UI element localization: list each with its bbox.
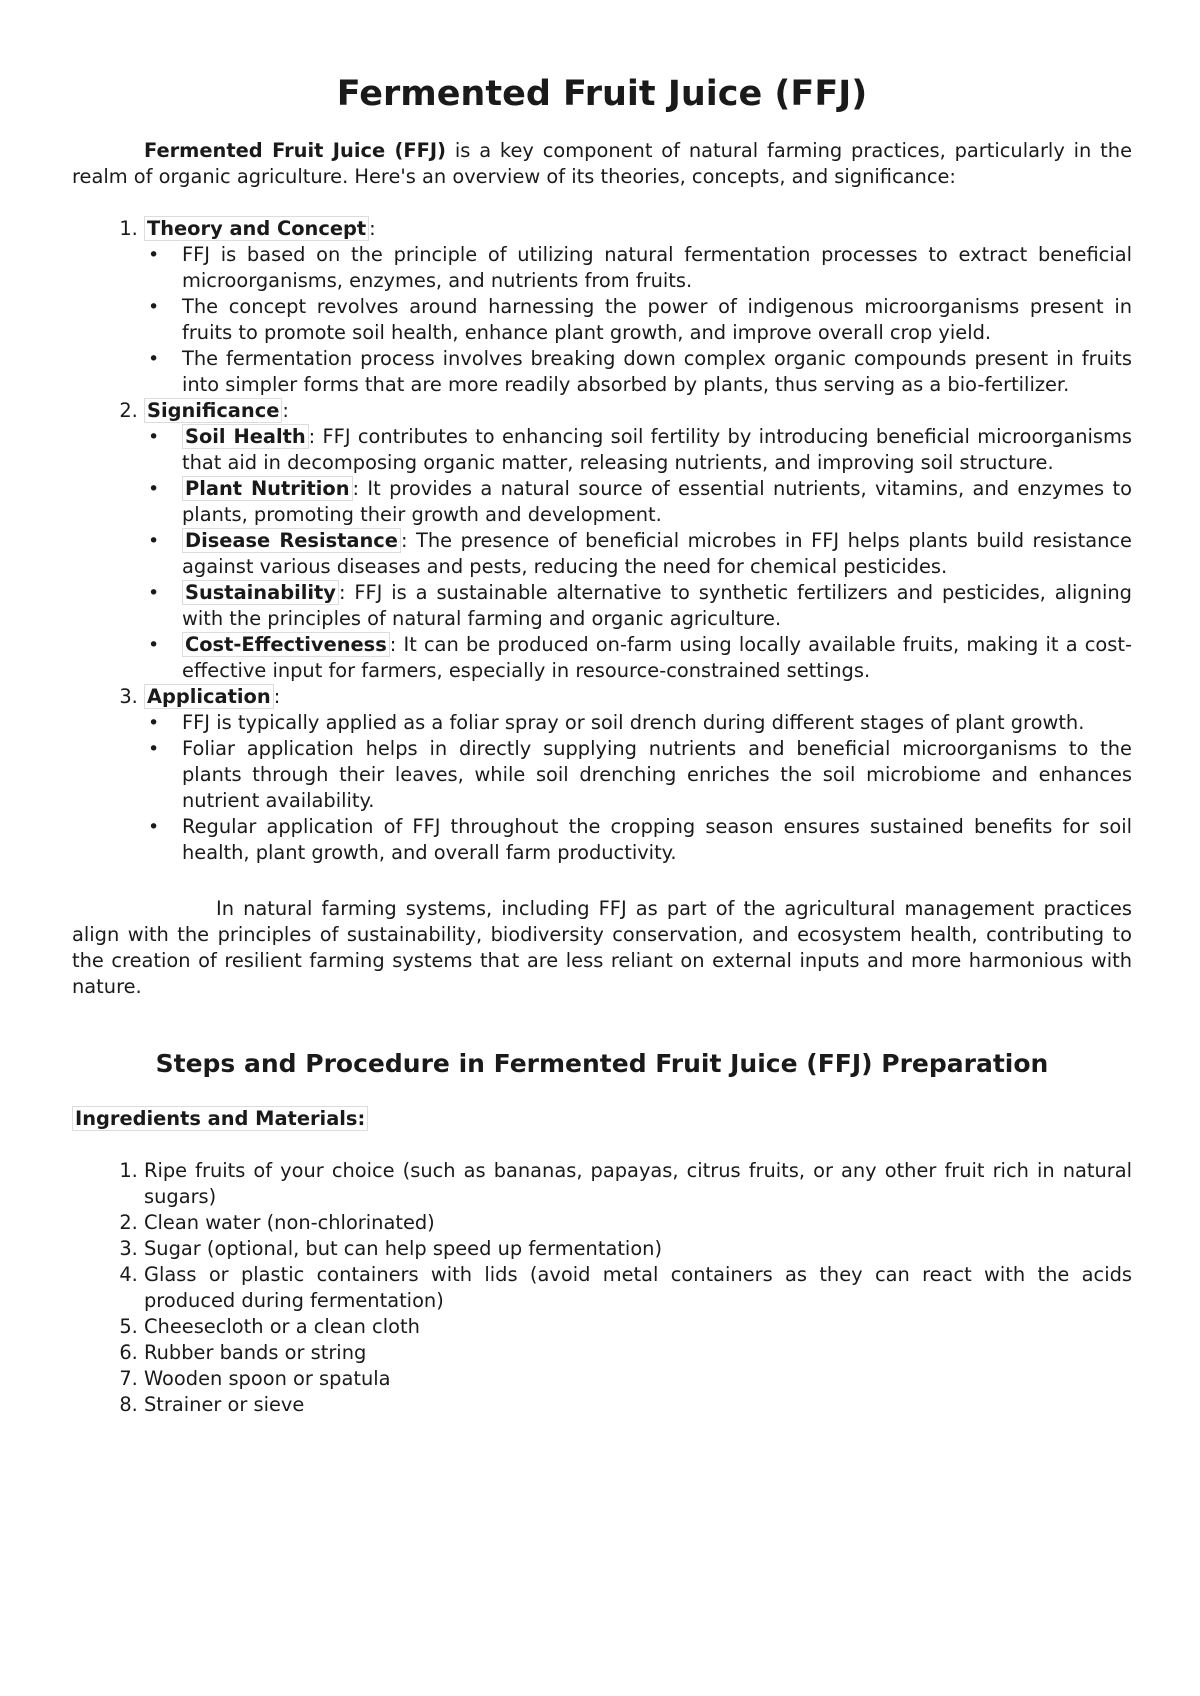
bullet-label: Sustainability <box>182 580 339 605</box>
ingredient-item: 4. Glass or plastic containers with lids (avoid metal containers as they can react with the acids produced during fermentation) <box>144 1262 1132 1314</box>
bullet-text: : The presence of beneficial microbes in FFJ helps plants build resistance against various diseases and pests, reducing the need for chemical pesticides. <box>182 529 1132 578</box>
ingredients-list <box>72 1158 1132 1418</box>
main-sections-list <box>72 216 1132 866</box>
intro-text: is a key component of natural farming practices, particularly in the realm of organic agriculture. Here's an overview of its theories, concepts, and significance: <box>72 139 1133 188</box>
intro-bold: Fermented Fruit Juice (FFJ) <box>144 139 446 162</box>
list-item <box>182 528 1132 580</box>
ingredient-item: 6. Rubber bands or string <box>144 1340 1132 1366</box>
bullet-label: Cost-Effectiveness <box>182 632 390 657</box>
list-item: • Regular application of FFJ throughout the cropping season ensures sustained benefits for soil health, plant growth, and overall farm productivity. <box>182 814 1132 866</box>
document-page <box>72 72 1132 1418</box>
closing-paragraph: In natural farming systems, including FFJ as part of the agricultural management practices align with the principles of sustainability, biodiversity conservation, and ecosystem health, contributing to the creation of resilient farming systems that are less reliant on external inputs and more harmonious with nature. <box>72 897 1132 998</box>
bullet-text: : FFJ contributes to enhancing soil fertility by introducing beneficial microorganisms that aid in decomposing organic matter, releasing nutrients, and improving soil structure. <box>182 425 1132 474</box>
bullet-label: Soil Health <box>182 424 309 449</box>
list-item: • FFJ is based on the principle of utilizing natural fermentation processes to extract beneficial microorganisms, enzymes, and nutrients from fruits. <box>182 242 1132 294</box>
bullet-text: : It can be produced on-farm using locally available fruits, making it a cost-effective input for farmers, especially in resource-constrained settings. <box>182 633 1132 682</box>
ingredient-item: 5. Cheesecloth or a clean cloth <box>144 1314 1132 1340</box>
bullet-label: Disease Resistance <box>182 528 401 553</box>
ingredient-item: 1. Ripe fruits of your choice (such as bananas, papayas, citrus fruits, or any other fruit rich in natural sugars) <box>144 1158 1132 1210</box>
steps-heading: Steps and Procedure in Fermented Fruit Juice (FFJ) Preparation <box>155 1049 1049 1078</box>
bullet-label: Plant Nutrition <box>182 476 353 501</box>
bullet-list <box>144 710 1132 866</box>
bullet-list <box>144 242 1132 398</box>
ingredient-item: 7. Wooden spoon or spatula <box>144 1366 1132 1392</box>
section-heading: Significance <box>144 398 282 423</box>
intro-paragraph <box>72 138 1132 190</box>
section-theory: 1. Theory and Concept : • FFJ is based on the principle of utilizing natural fermentation processes to extract beneficial microorganisms, enzymes, and nutrients from fruits. • The concept revolves around harnessing the power of indigenous microorganisms present in fruits to promote soil health, enhance plant growth, and improve overall crop yield. • The fermentation process involves breaking down complex organic compounds present in fruits into simpler forms that are more readily absorbed by plants, thus serving as a bio-fertilizer. <box>144 216 1132 398</box>
list-item <box>182 580 1132 632</box>
list-item: • Foliar application helps in directly supplying nutrients and beneficial microorganisms to the plants through their leaves, while soil drenching enriches the soil microbiome and enhances nutrient availability. <box>182 736 1132 814</box>
list-item <box>182 476 1132 528</box>
ingredient-item: 2. Clean water (non-chlorinated) <box>144 1210 1132 1236</box>
bullet-text: : It provides a natural source of essential nutrients, vitamins, and enzymes to plants, promoting their growth and development. <box>182 477 1132 526</box>
ingredient-item: 8. Strainer or sieve <box>144 1392 1132 1418</box>
section-heading: Theory and Concept <box>144 216 369 241</box>
list-item: • FFJ is typically applied as a foliar spray or soil drench during different stages of plant growth. <box>182 710 1132 736</box>
ingredients-title-line <box>72 1106 1132 1132</box>
list-item <box>182 424 1132 476</box>
ingredient-item: 3. Sugar (optional, but can help speed up fermentation) <box>144 1236 1132 1262</box>
list-item: • The fermentation process involves breaking down complex organic compounds present in fruits into simpler forms that are more readily absorbed by plants, thus serving as a bio-fertilizer. <box>182 346 1132 398</box>
bullet-text: : FFJ is a sustainable alternative to synthetic fertilizers and pesticides, aligning with the principles of natural farming and organic agriculture. <box>182 581 1132 630</box>
section-heading: Application <box>144 684 274 709</box>
list-item: • The concept revolves around harnessing the power of indigenous microorganisms present in fruits to promote soil health, enhance plant growth, and improve overall crop yield. <box>182 294 1132 346</box>
section-significance: 2. Significance : • Soil Health : FFJ contributes to enhancing soil fertility by introducing beneficial microorganisms that aid in decomposing organic matter, releasing nutrients, and improving soil structure. • Plant Nutrition : It provides a natural source of essential nutrients, vitamins, and enzymes to plants, promoting their growth and development. • Disease Resistance : The presence of beneficial microbes in FFJ helps plants build resistance against various diseases and pests, reducing the need for chemical pesticides. • Sustainability : FFJ is a sustainable alternative to synthetic fertilizers and pesticides, aligning with the principles of natural farming and organic agriculture. • Cost-Effectiveness : It can be produced on-farm using locally available fruits, making it a cost-effective input for farmers, especially in resource-constrained settings. <box>144 398 1132 684</box>
list-item <box>182 632 1132 684</box>
page-title: Fermented Fruit Juice (FFJ) <box>336 74 868 114</box>
bullet-list <box>144 424 1132 684</box>
section-application: 3. Application : • FFJ is typically applied as a foliar spray or soil drench during different stages of plant growth. • Foliar application helps in directly supplying nutrients and beneficial microorganisms to the plants through their leaves, while soil drenching enriches the soil microbiome and enhances nutrient availability. • Regular application of FFJ throughout the cropping season ensures sustained benefits for soil health, plant growth, and overall farm productivity. <box>144 684 1132 866</box>
ingredients-title: Ingredients and Materials: <box>72 1106 368 1131</box>
